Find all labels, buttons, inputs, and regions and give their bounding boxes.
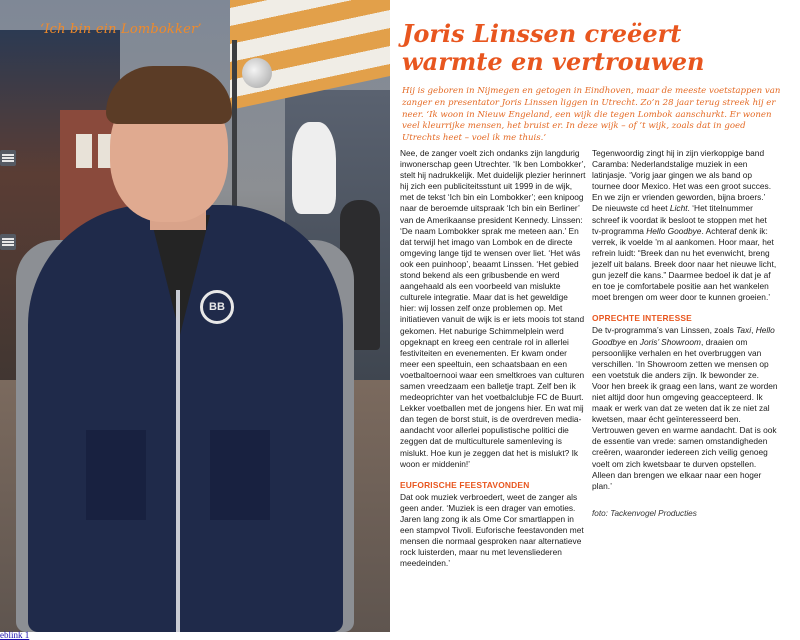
show-title: Hello Goodbye bbox=[646, 225, 702, 236]
article-column-right bbox=[592, 148, 778, 519]
show-title: Taxi bbox=[736, 325, 752, 336]
footer-link[interactable]: eblink 1 bbox=[0, 630, 30, 640]
white-statue bbox=[292, 122, 336, 214]
list-menu-icon[interactable] bbox=[0, 150, 16, 166]
cover-photo bbox=[0, 0, 390, 632]
article-intro: Hij is geboren in Nijmegen en getogen in Eindhoven, maar de meeste voetstappen van zanger en presentator Joris Linssen liggen in Utrecht. Zo’n 28 jaar terug streek hij er neer. ‘Ik woon in Nieuw Engeland, een wijk die tegen Lombok aanschurkt. Er wonen veel kleurrijke mensen, het bruist er. In deze wijk – of ’t wijk, zoals dat in goed Utrechts heet – voel ik me thuis.’ bbox=[402, 86, 781, 144]
jacket-zipper bbox=[176, 290, 180, 632]
show-title: Joris’ Showroom bbox=[639, 336, 702, 347]
article-paragraph: Nee, de zanger voelt zich ondanks zijn langdurig inwonerschap geen Utrechter. ‘Ik ben Lombokker’, stelt hij nadrukkelijk. Met duidelijk plezier herinnert hij zich een publiciteitsstunt uit 1999 in de wijk, met de tekst ‘Ich bin ein Lombokker’; een knipoog naar de beroemde uitspraak ‘Ich bin ein Berliner’ van de Amerikaanse president Kennedy. Linssen: ‘De naam Lombokker sprak me meteen aan.’ En dat terwijl het imago van Lombok en de directe omgeving lange tijd te wensen over liet. ‘Het wás ook een puinhoop’, beaamt Linssen. ‘Het gebied stond bekend als een gribusbende en werd aangehaald als een voorbeeld van mislukte culturele integratie. Maar dat is het geweldige hier: wij lossen zelf onze problemen op. Met initiatieven vanuit de wijk is er iets moois tot stand gekomen. Het naburige Schimmelplein werd opgeknapt en kreeg een centrale rol in allerlei festiviteiten en evenementen. Er kwam onder meer een speeltuin, een schaatsbaan en een voetbaltoernooi waar een smeltkroes van culturen samen vreedzaam een balletje trapt. Zelf ben ik medeoprichter van het voetbalclubje FC de Buurt. Lekker voetballen met de jongens hier. En wat mij dan tegen de borst stuit, is de overdreven media-aandacht voor allerlei populistische politici die zeggen dat de multiculturele samenleving is mislukt. Hoe kun je zeggen dat het is mislukt? Ik woon er middenin!’ bbox=[400, 148, 586, 469]
article-header bbox=[402, 20, 786, 145]
photo-caption: ‘Ich bin ein Lombokker’ bbox=[40, 22, 202, 37]
article-subheading: OPRECHTE INTERESSE bbox=[592, 313, 692, 324]
article-paragraph: Tegenwoordig zingt hij in zijn vierkoppige band Caramba: Nederlandstalige muziek in een latinjasje. ‘Vorig jaar gingen we als band op tournee door Mexico. Het was een groot succes. En we zijn er vrienden geworden, bijna broers.’ De nieuwste cd heet Licht. ‘Het titelnummer schreef ik voordat ik besloot te stoppen met het tv-programma Hello Goodbye. Achteraf denk ik: verrek, ik voelde ’m al aankomen. Hoor maar, het refrein luidt: “Breek dan nu het evenwicht, breng jezelf uit balans. Breek door naar het nieuwe licht, gun jezelf die kans.” Daarmee bedoel ik dat je af en toe je comfortabele positie aan het wankelen moet brengen om weer door te kunnen groeien.’ bbox=[592, 148, 777, 303]
article-subheading: EUFORISCHE FEESTAVONDEN bbox=[400, 479, 530, 490]
hair bbox=[106, 66, 232, 124]
article-paragraph: Dat ook muziek verbroedert, weet de zanger als geen ander. ‘Muziek is een drager van emoties. Jaren lang zong ik als Ome Cor smartlappen in een stampvol Tivoli. Euforische feestavonden met mensen die normaal gesproken naar alternatieve rock luisterden, maar nu met levensliederen meedeinden.’ bbox=[400, 491, 584, 569]
article-headline: Joris Linssen creëert warmte en vertrouwen bbox=[402, 19, 705, 76]
article-paragraph: De tv-programma’s van Linssen, zoals Taxi, Hello Goodbye en Joris’ Showroom, draaien om persoonlijke verhalen en het overbruggen van verschillen. ‘In Showroom zetten we mensen op een voetstuk die anders zijn. Ik bewonder ze. Voor hen breek ik graag een lans, want ze worden niet altijd door hun omgeving geaccepteerd. Ik maak er werk van dat ze weten dat ik ze niet zal kwetsen, maar écht geïnteresseerd ben. Vertrouwen geven en warme aandacht. Dat is ook de essentie van vrede: samen omstandigheden creëren, waaronder iedereen zich veilig genoeg voelt om zich kwetsbaar te durven opstellen. Alleen dan brengen we elkaar naar een hoger plan.’ bbox=[592, 325, 778, 491]
jacket-pocket-left bbox=[86, 430, 146, 520]
photo-credit: foto: Tackenvogel Producties bbox=[592, 508, 697, 518]
article-column-left bbox=[400, 148, 586, 569]
jacket-pocket-right bbox=[210, 430, 270, 520]
jacket-badge: BB bbox=[200, 290, 234, 324]
cd-title: Licht bbox=[669, 203, 688, 214]
list-menu-icon[interactable] bbox=[0, 234, 16, 250]
street-lamp bbox=[242, 58, 272, 88]
show-title: Hello Goodbye bbox=[592, 325, 775, 347]
